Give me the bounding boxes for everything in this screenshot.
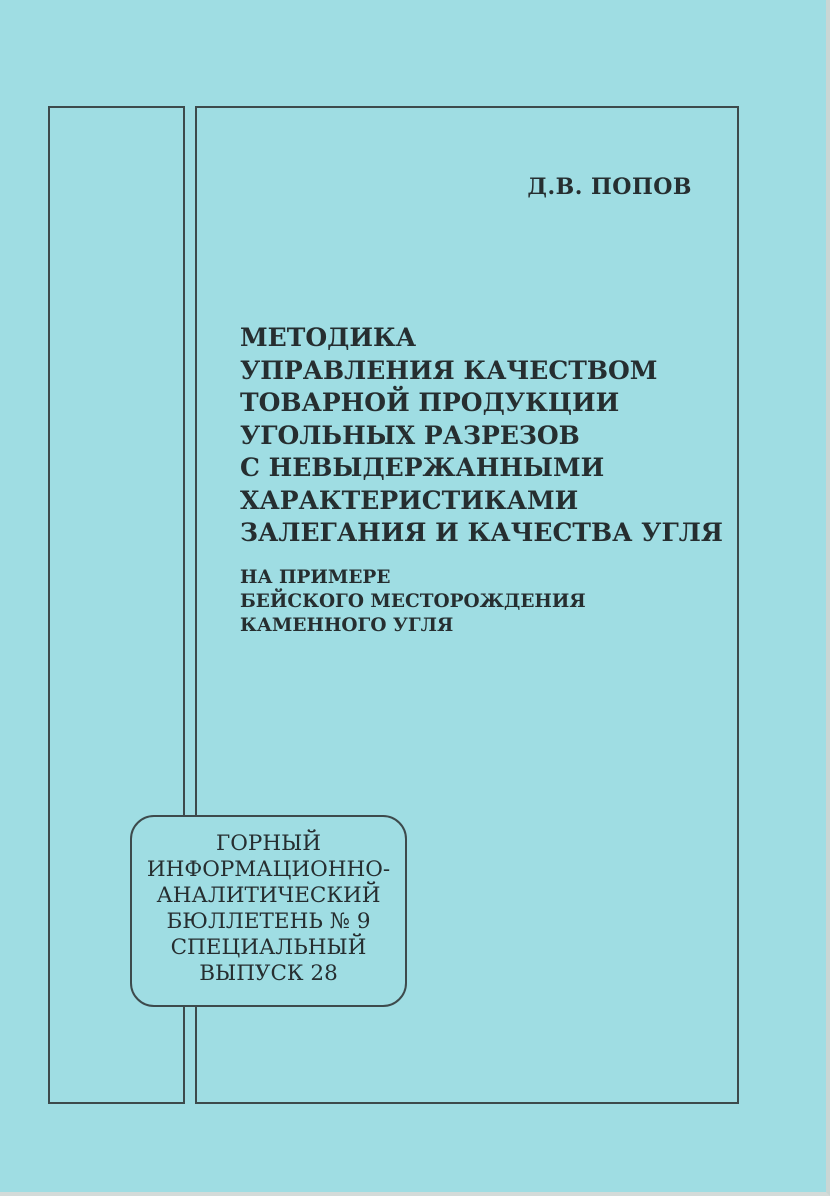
book-subtitle [240, 566, 720, 638]
title-line: ЗАЛЕГАНИЯ И КАЧЕСТВА УГЛЯ [240, 518, 723, 547]
book-title [240, 322, 723, 550]
title-line: ХАРАКТЕРИСТИКАМИ [240, 485, 579, 515]
series-line: ВЫПУСК 28 [199, 961, 338, 986]
series-line: БЮЛЛЕТЕНЬ № 9 [166, 909, 371, 934]
title-line: МЕТОДИКА [240, 323, 417, 352]
subtitle-line: БЕЙСКОГО МЕСТОРОЖДЕНИЯ [240, 591, 586, 612]
series-line: АНАЛИТИЧЕСКИЙ [156, 883, 381, 908]
series-label-box [130, 815, 407, 1007]
series-line: ГОРНЫЙ [216, 831, 321, 856]
author-name: Д.В. ПОПОВ [527, 174, 692, 200]
title-line: УГОЛЬНЫХ РАЗРЕЗОВ [240, 420, 580, 450]
title-line: ТОВАРНОЙ ПРОДУКЦИИ [240, 388, 620, 417]
subtitle-line: КАМЕННОГО УГЛЯ [240, 615, 454, 636]
title-line: С НЕВЫДЕРЖАННЫМИ [240, 453, 605, 482]
title-line: УПРАВЛЕНИЯ КАЧЕСТВОМ [240, 355, 658, 385]
subtitle-line: НА ПРИМЕРЕ [240, 567, 391, 588]
series-line: ИНФОРМАЦИОННО- [146, 857, 391, 882]
series-line: СПЕЦИАЛЬНЫЙ [170, 935, 367, 960]
